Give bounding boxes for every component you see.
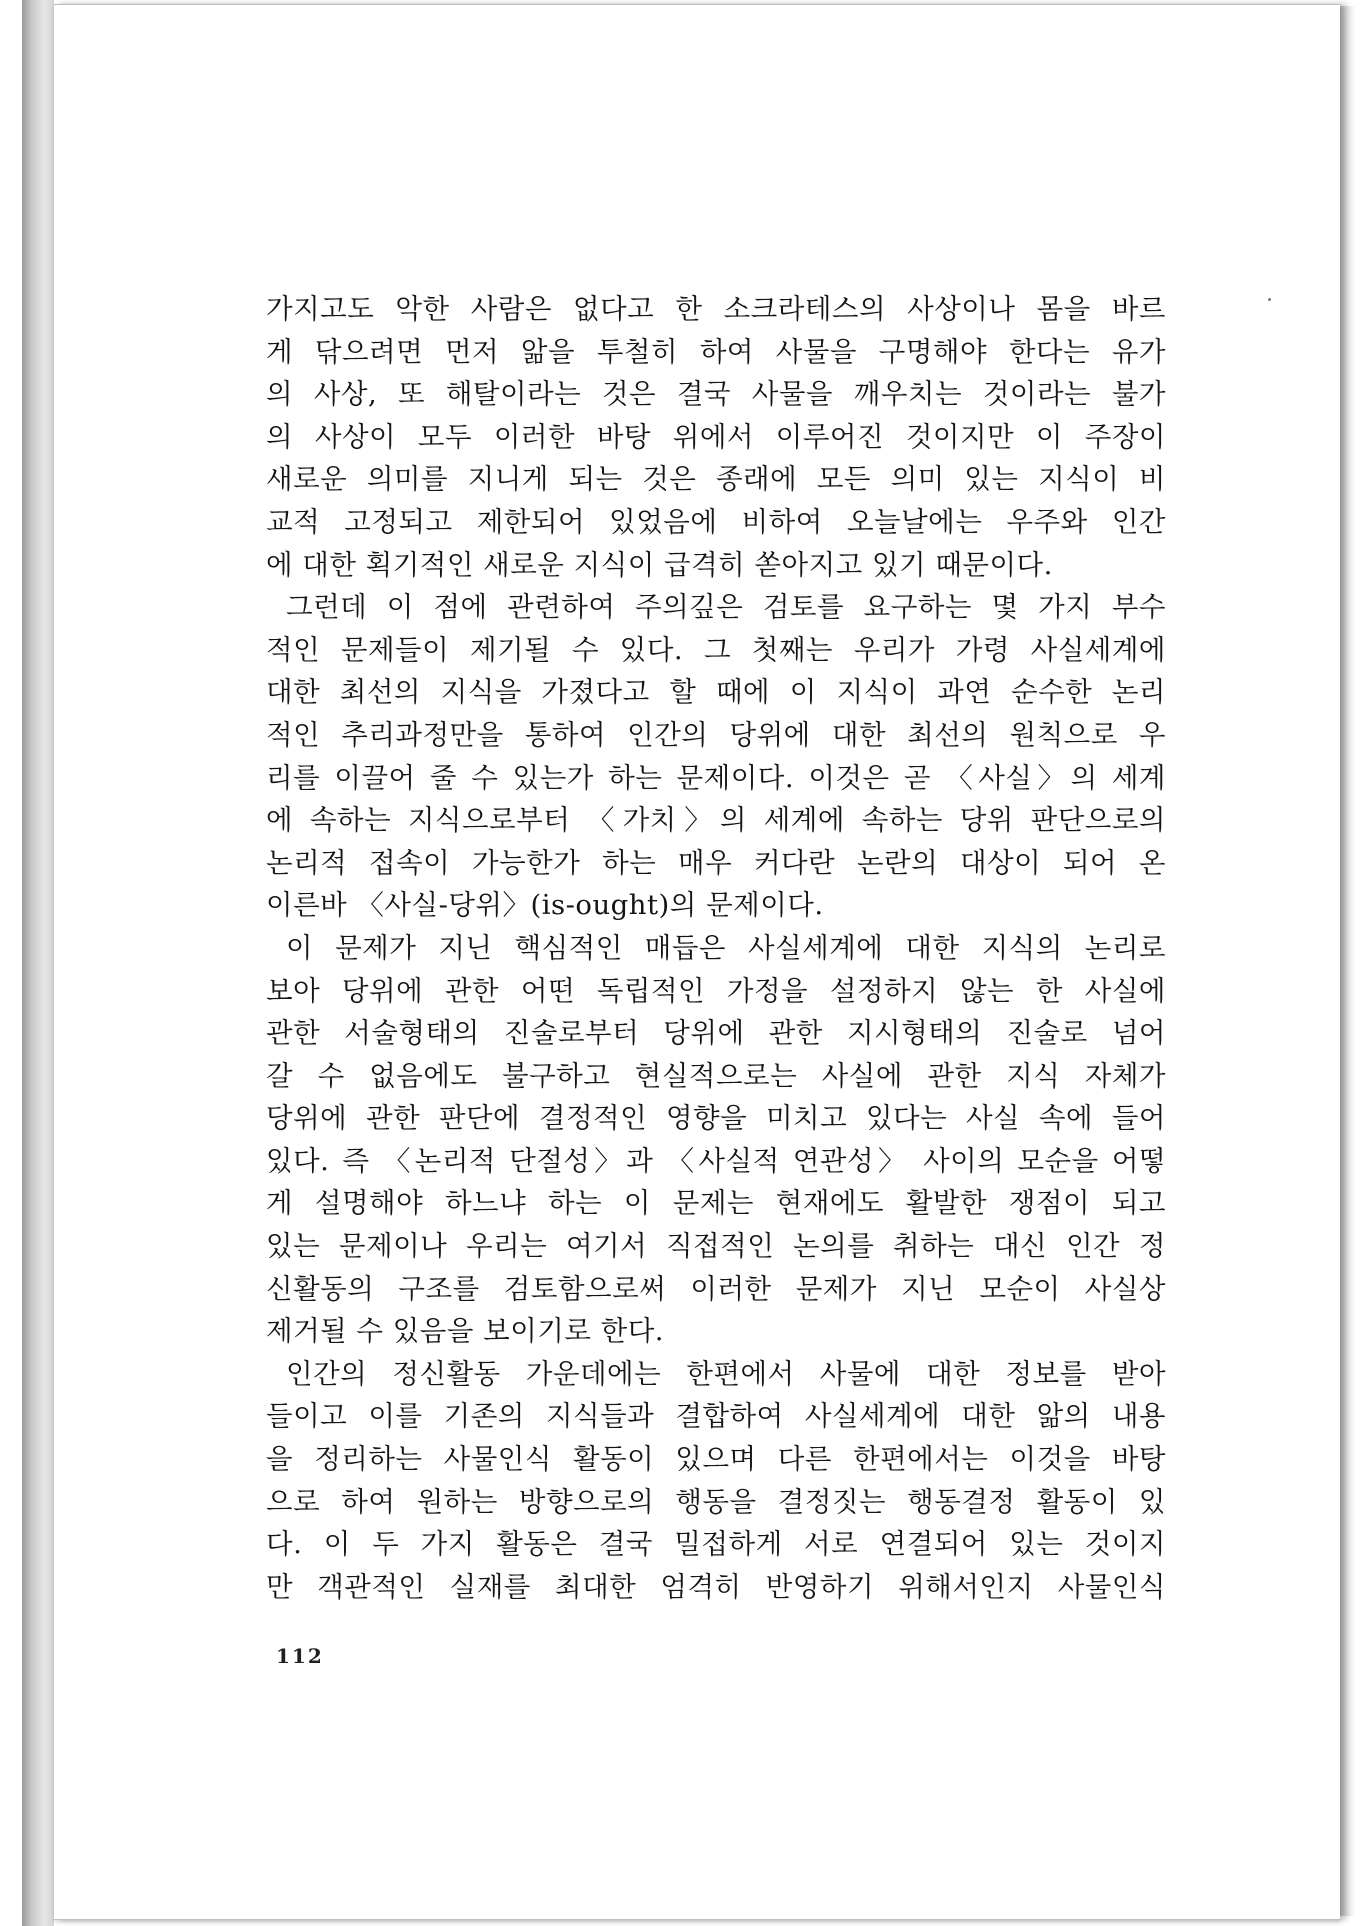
text-line: 들이고 이를 기존의 지식들과 결합하여 사실세계에 대한 앎의 내용 xyxy=(266,1400,1166,1433)
print-speck xyxy=(1268,298,1271,301)
body-text xyxy=(266,288,1166,1608)
text-line: 논리적 접속이 가능한가 하는 매우 커다란 논란의 대상이 되어 온 xyxy=(266,846,1166,879)
text-line: 의 사상이 모두 이러한 바탕 위에서 이루어진 것이지만 이 주장이 xyxy=(266,420,1166,453)
text-line: 새로운 의미를 지니게 되는 것은 종래에 모든 의미 있는 지식이 비 xyxy=(266,463,1166,496)
text-line: 이 문제가 지닌 핵심적인 매듭은 사실세계에 대한 지식의 논리로 xyxy=(286,931,1166,964)
text-line: 보아 당위에 관한 어떤 독립적인 가정을 설정하지 않는 한 사실에 xyxy=(266,974,1166,1007)
text-line: 인간의 정신활동 가운데에는 한편에서 사물에 대한 정보를 받아 xyxy=(286,1357,1166,1390)
page-number: 112 xyxy=(276,1644,324,1668)
text-line: 에 대한 획기적인 새로운 지식이 급격히 쏟아지고 있기 때문이다. xyxy=(266,548,1053,581)
text-line: 교적 고정되고 제한되어 있었음에 비하여 오늘날에는 우주와 인간 xyxy=(266,505,1166,538)
text-line: 게 설명해야 하느냐 하는 이 문제는 현재에도 활발한 쟁점이 되고 xyxy=(266,1187,1166,1220)
text-line: 만 객관적인 실재를 최대한 엄격히 반영하기 위해서인지 사물인식 xyxy=(266,1570,1166,1603)
text-line: 제거될 수 있음을 보이기로 한다. xyxy=(266,1315,665,1348)
text-line: 그런데 이 점에 관련하여 주의깊은 검토를 요구하는 몇 가지 부수 xyxy=(286,591,1166,624)
text-line: 게 닦으려면 먼저 앎을 투철히 하여 사물을 구명해야 한다는 유가 xyxy=(266,335,1166,368)
text-line: 을 정리하는 사물인식 활동이 있으며 다른 한편에서는 이것을 바탕 xyxy=(266,1443,1166,1476)
text-line: 적인 추리과정만을 통하여 인간의 당위에 대한 최선의 원칙으로 우 xyxy=(266,718,1166,751)
text-line: 이른바 〈사실-당위〉(is-ought)의 문제이다. xyxy=(266,889,824,922)
text-line: 적인 문제들이 제기될 수 있다. 그 첫째는 우리가 가령 사실세계에 xyxy=(266,633,1166,666)
text-line: 있는 문제이나 우리는 여기서 직접적인 논의를 취하는 대신 인간 정 xyxy=(266,1230,1166,1263)
text-line: 의 사상, 또 해탈이라는 것은 결국 사물을 깨우치는 것이라는 불가 xyxy=(266,378,1166,411)
text-line: 대한 최선의 지식을 가졌다고 할 때에 이 지식이 과연 순수한 논리 xyxy=(266,676,1166,709)
text-line: 관한 서술형태의 진술로부터 당위에 관한 지시형태의 진술로 넘어 xyxy=(266,1017,1166,1050)
text-line: 가지고도 악한 사람은 없다고 한 소크라테스의 사상이나 몸을 바르 xyxy=(266,293,1166,325)
text-line: 으로 하여 원하는 방향으로의 행동을 결정짓는 행동결정 활동이 있 xyxy=(266,1485,1166,1518)
book-spine xyxy=(22,0,54,1926)
text-line: 다. 이 두 가지 활동은 결국 밀접하게 서로 연결되어 있는 것이지 xyxy=(266,1528,1166,1561)
text-line: 신활동의 구조를 검토함으로써 이러한 문제가 지닌 모순이 사실상 xyxy=(266,1272,1166,1305)
page-edge-shadow xyxy=(1340,6,1356,1916)
text-line: 리를 이끌어 줄 수 있는가 하는 문제이다. 이것은 곧 〈사실〉의 세계 xyxy=(266,761,1166,794)
text-line: 에 속하는 지식으로부터 〈가치〉의 세계에 속하는 당위 판단으로의 xyxy=(266,804,1166,837)
text-line: 당위에 관한 판단에 결정적인 영향을 미치고 있다는 사실 속에 들어 xyxy=(266,1102,1166,1135)
text-line: 갈 수 없음에도 불구하고 현실적으로는 사실에 관한 지식 자체가 xyxy=(266,1059,1166,1092)
text-line: 있다. 즉 〈논리적 단절성〉과 〈사실적 연관성〉 사이의 모순을 어떻 xyxy=(266,1144,1166,1177)
